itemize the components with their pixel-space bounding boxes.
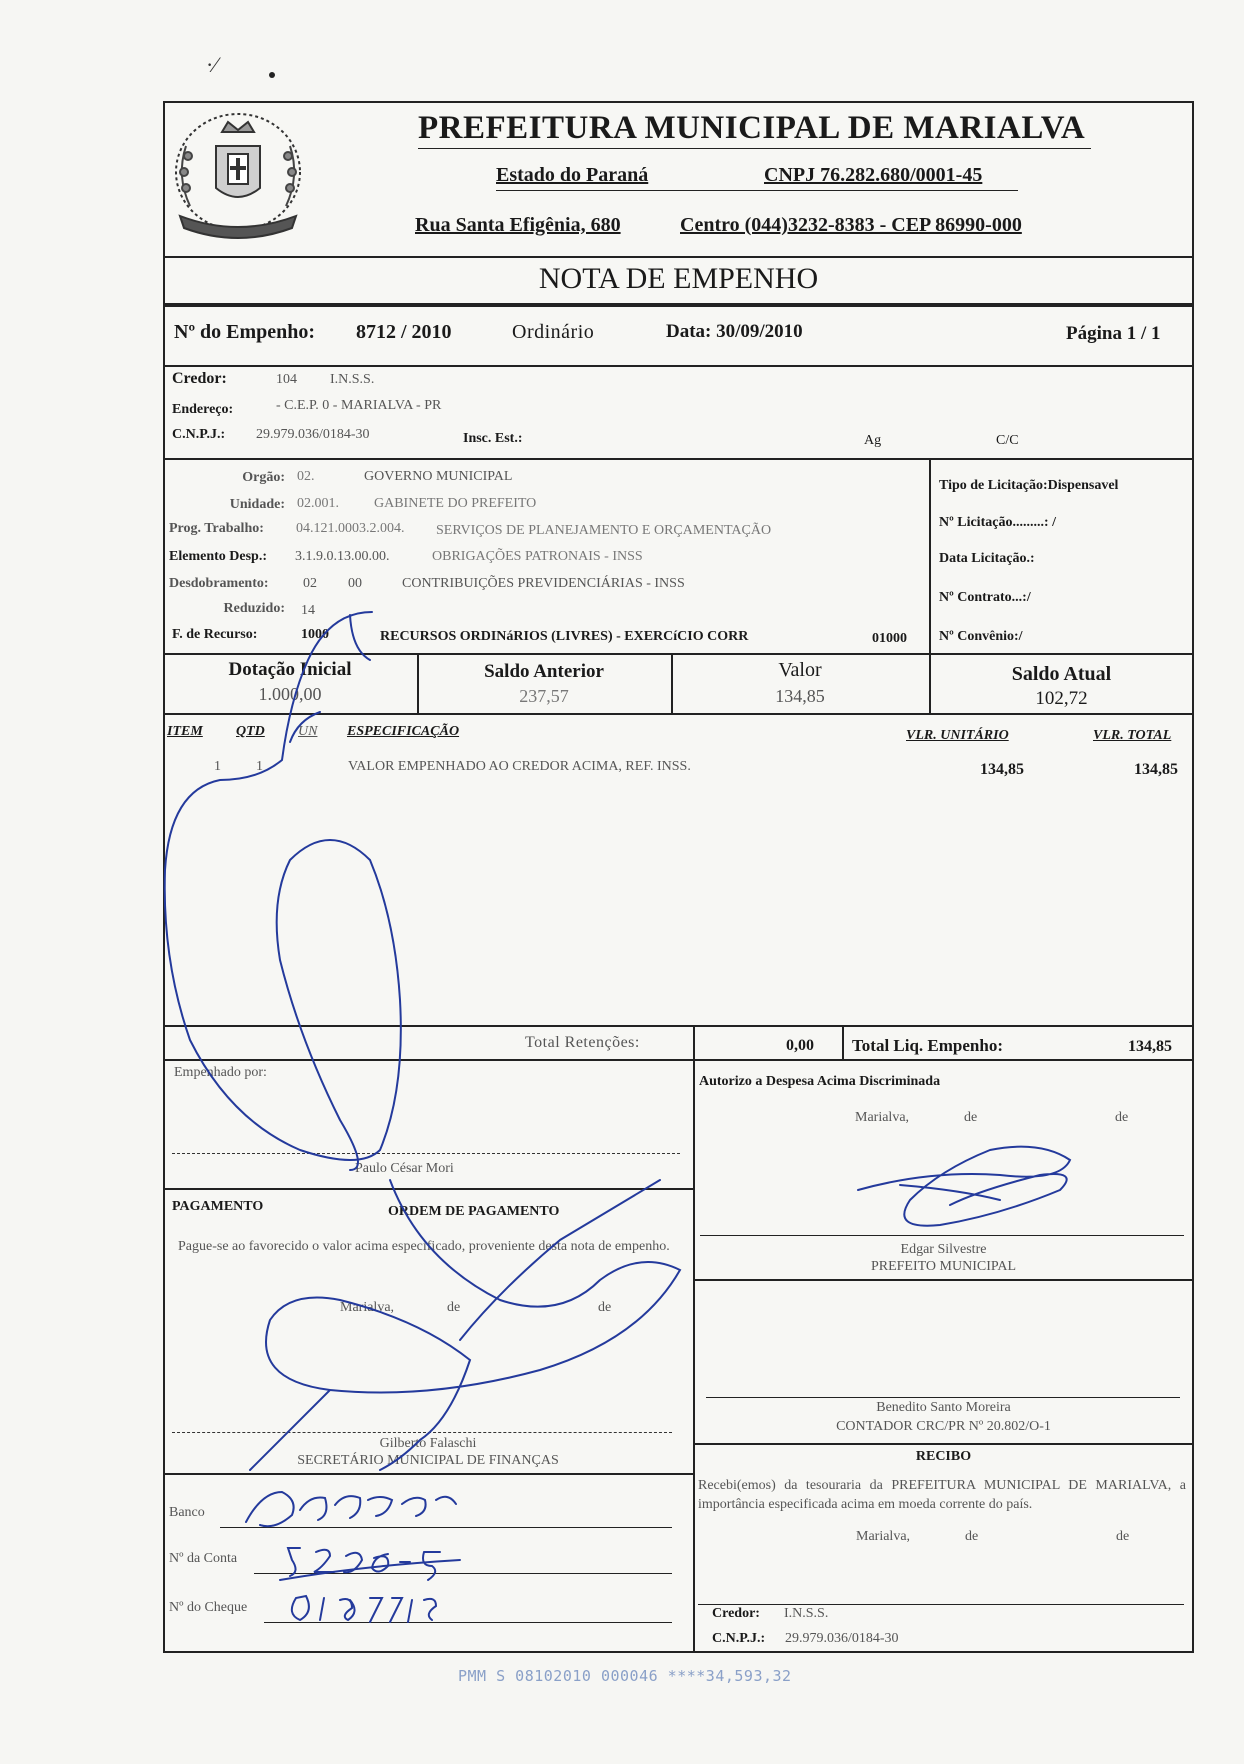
empenho-date: Data: 30/09/2010 [666, 321, 803, 342]
header-address: Rua Santa Efigênia, 680 [415, 214, 621, 236]
orcamento-licitacao-divider [929, 458, 931, 653]
fonte-recurso-label: F. de Recurso: [172, 627, 258, 642]
unidade-desc: GABINETE DO PREFEITO [374, 496, 537, 511]
orgao-label: Orgão: [242, 470, 285, 485]
totals-col-1 [693, 1025, 695, 1059]
prefeito-name: Edgar Silvestre [900, 1242, 987, 1257]
orgao-code: 02. [297, 469, 315, 484]
fonte-recurso-code: 1000 [301, 627, 329, 642]
secretario-name: Gilberto Falaschi [379, 1436, 477, 1451]
col-header-qtd: QTD [236, 724, 265, 739]
prog-trabalho-code: 04.121.0003.2.004. [296, 521, 405, 536]
cc-label: C/C [996, 433, 1019, 448]
credor-code: 104 [276, 372, 297, 387]
autorizo-place: Marialva, [855, 1110, 910, 1125]
numero-licitacao: Nº Licitação.........: / [939, 515, 1056, 530]
banco-label: Banco [169, 1505, 205, 1520]
numero-convenio: Nº Convênio:/ [939, 629, 1023, 644]
items-bottom-divider [163, 1025, 1194, 1027]
cheque-line [264, 1622, 672, 1623]
credor-cnpj-value: 29.979.036/0184-30 [256, 427, 370, 442]
unidade-code: 02.001. [297, 496, 339, 511]
dotacao-inicial-label: Dotação Inicial [228, 659, 352, 680]
title-divider [163, 303, 1194, 307]
header-cnpj: CNPJ 76.282.680/0001-45 [764, 164, 983, 186]
ag-label: Ag [864, 433, 882, 448]
corner-mark: ·⁄ [206, 52, 217, 77]
recibo-cnpj-label: C.N.P.J.: [712, 1631, 766, 1646]
total-retencoes-label: Total Retenções: [525, 1034, 640, 1051]
document-title: NOTA DE EMPENHO [538, 262, 819, 295]
fonte-recurso-desc: RECURSOS ORDINáRIOS (LIVRES) - EXERCíCIO CORR [380, 629, 749, 644]
credor-cnpj-label: C.N.P.J.: [172, 427, 226, 442]
row-qtd: 1 [256, 759, 263, 774]
conta-label: Nº da Conta [169, 1551, 238, 1566]
empenhado-signature-line [172, 1153, 680, 1154]
col-header-un: UN [298, 724, 318, 739]
insc-est-label: Insc. Est.: [463, 431, 523, 446]
desdobramento-code: 02 [303, 576, 317, 591]
credor-divider [163, 458, 1194, 460]
row-item: 1 [214, 759, 221, 774]
empenho-number: 8712 / 2010 [356, 321, 452, 343]
saldo-anterior-label: Saldo Anterior [484, 661, 604, 682]
header-state-line [496, 190, 1018, 191]
endereco-label: Endereço: [172, 402, 234, 417]
row-vlr-total: 134,85 [1134, 761, 1178, 778]
saldos-divider [163, 713, 1194, 715]
pagamento-de1: de [447, 1300, 461, 1315]
secretario-signature-line [172, 1432, 672, 1433]
prog-trabalho-label: Prog. Trabalho: [169, 521, 264, 536]
endereco-value: - C.E.P. 0 - MARIALVA - PR [276, 398, 442, 413]
info-divider [163, 365, 1194, 367]
autorizo-de1: de [964, 1110, 978, 1125]
unidade-label: Unidade: [229, 497, 285, 512]
empenho-label: Nº do Empenho: [174, 321, 316, 343]
recibo-de2: de [1116, 1529, 1130, 1544]
header-title: PREFEITURA MUNICIPAL DE MARIALVA [418, 110, 1086, 146]
saldo-anterior-value: 237,57 [519, 686, 569, 706]
contador-signature-line [706, 1397, 1180, 1398]
header-title-underline [418, 148, 1091, 149]
reduzido-label: Reduzido: [223, 601, 285, 616]
autorizo-de2: de [1115, 1110, 1129, 1125]
col-header-vlr-unitario: VLR. UNITÁRIO [906, 728, 1009, 743]
fonte-recurso-number: 01000 [872, 631, 907, 646]
pagamento-text: Pague-se ao favorecido o valor acima especificado, proveniente desta nota de empenho. [178, 1239, 670, 1254]
totals-divider [163, 1059, 1194, 1061]
tipo-licitacao: Tipo de Licitação:Dispensavel [939, 478, 1119, 493]
desdobramento-label: Desdobramento: [169, 576, 269, 591]
recibo-cnpj-value: 29.979.036/0184-30 [785, 1631, 899, 1646]
secretario-divider [163, 1473, 693, 1475]
header-divider [163, 256, 1194, 258]
total-liq-value: 134,85 [1128, 1038, 1172, 1055]
cheque-label: Nº do Cheque [169, 1600, 248, 1615]
recibo-credor-value: I.N.S.S. [784, 1606, 829, 1621]
prefeito-signature-line [700, 1235, 1184, 1236]
prefeito-divider [693, 1279, 1194, 1281]
recibo-place: Marialva, [856, 1529, 911, 1544]
pagamento-place: Marialva, [340, 1300, 395, 1315]
contador-role: CONTADOR CRC/PR Nº 20.802/O-1 [836, 1419, 1051, 1434]
total-retencoes-value: 0,00 [786, 1037, 814, 1054]
row-especificacao: VALOR EMPENHADO AO CREDOR ACIMA, REF. INSS. [348, 759, 691, 774]
elemento-label: Elemento Desp.: [169, 549, 267, 564]
prefeito-role: PREFEITO MUNICIPAL [870, 1259, 1017, 1274]
recibo-title: RECIBO [915, 1449, 972, 1464]
row-vlr-unitario: 134,85 [980, 761, 1024, 778]
valor-value: 134,85 [775, 686, 825, 706]
elemento-desc: OBRIGAÇÕES PATRONAIS - INSS [432, 549, 643, 564]
orgao-desc: GOVERNO MUNICIPAL [364, 469, 513, 484]
pagamento-label: PAGAMENTO [172, 1199, 264, 1214]
conta-line [254, 1573, 672, 1574]
empenhado-name: Paulo César Mori [355, 1161, 454, 1176]
prog-trabalho-desc: SERVIÇOS DE PLANEJAMENTO E ORÇAMENTAÇÃO [436, 523, 772, 538]
credor-label: Credor: [172, 370, 227, 387]
lower-center-divider [693, 1059, 695, 1651]
totals-col-2 [842, 1025, 844, 1059]
col-header-especificacao: ESPECIFICAÇÃO [347, 724, 460, 739]
recibo-signature-line [698, 1604, 1184, 1605]
saldo-atual-label: Saldo Atual [1011, 663, 1112, 685]
page-number: Página 1 / 1 [1066, 323, 1161, 344]
header-state: Estado do Paraná [496, 164, 649, 186]
ordem-pagamento-label: ORDEM DE PAGAMENTO [388, 1204, 560, 1219]
reduzido-value: 14 [301, 603, 315, 618]
recibo-credor-label: Credor: [712, 1606, 760, 1621]
corner-dot [269, 72, 275, 78]
col-header-vlr-total: VLR. TOTAL [1093, 728, 1172, 743]
contador-name: Benedito Santo Moreira [876, 1400, 1011, 1415]
contador-divider [693, 1443, 1194, 1445]
valor-label: Valor [778, 659, 822, 681]
recibo-text: Recebi(emos) da tesouraria da PREFEITURA MUNICIPAL DE MARIALVA, a importância especificada acima em moeda corrente do país. [698, 1478, 1186, 1512]
secretario-role: SECRETÁRIO MUNICIPAL DE FINANÇAS [297, 1453, 559, 1468]
desdobramento-desc: CONTRIBUIÇÕES PREVIDENCIÁRIAS - INSS [402, 576, 685, 591]
payment-stamp: PMM S 08102010 000046 ****34,593,32 [458, 1667, 792, 1685]
numero-contrato: Nº Contrato...:/ [939, 590, 1031, 605]
recibo-de1: de [965, 1529, 979, 1544]
pagamento-de2: de [598, 1300, 612, 1315]
credor-name: I.N.S.S. [330, 372, 375, 387]
empenho-type: Ordinário [512, 321, 595, 343]
autorizo-title: Autorizo a Despesa Acima Discriminada [699, 1074, 941, 1089]
empenhado-divider [163, 1188, 693, 1190]
header-contact: Centro (044)3232-8383 - CEP 86990-000 [680, 214, 1022, 236]
data-licitacao: Data Licitação.: [939, 551, 1035, 566]
empenhado-por-label: Empenhado por: [174, 1065, 267, 1080]
coat-of-arms-logo [166, 106, 311, 246]
dotacao-inicial-value: 1.000,00 [258, 684, 322, 704]
desdobramento-code2: 00 [348, 576, 362, 591]
total-liq-label: Total Liq. Empenho: [852, 1036, 1003, 1055]
orcamento-divider [163, 653, 1194, 655]
saldo-atual-value: 102,72 [1035, 688, 1088, 709]
banco-line [220, 1527, 672, 1528]
elemento-code: 3.1.9.0.13.00.00. [295, 549, 390, 564]
col-header-item: ITEM [167, 724, 203, 739]
